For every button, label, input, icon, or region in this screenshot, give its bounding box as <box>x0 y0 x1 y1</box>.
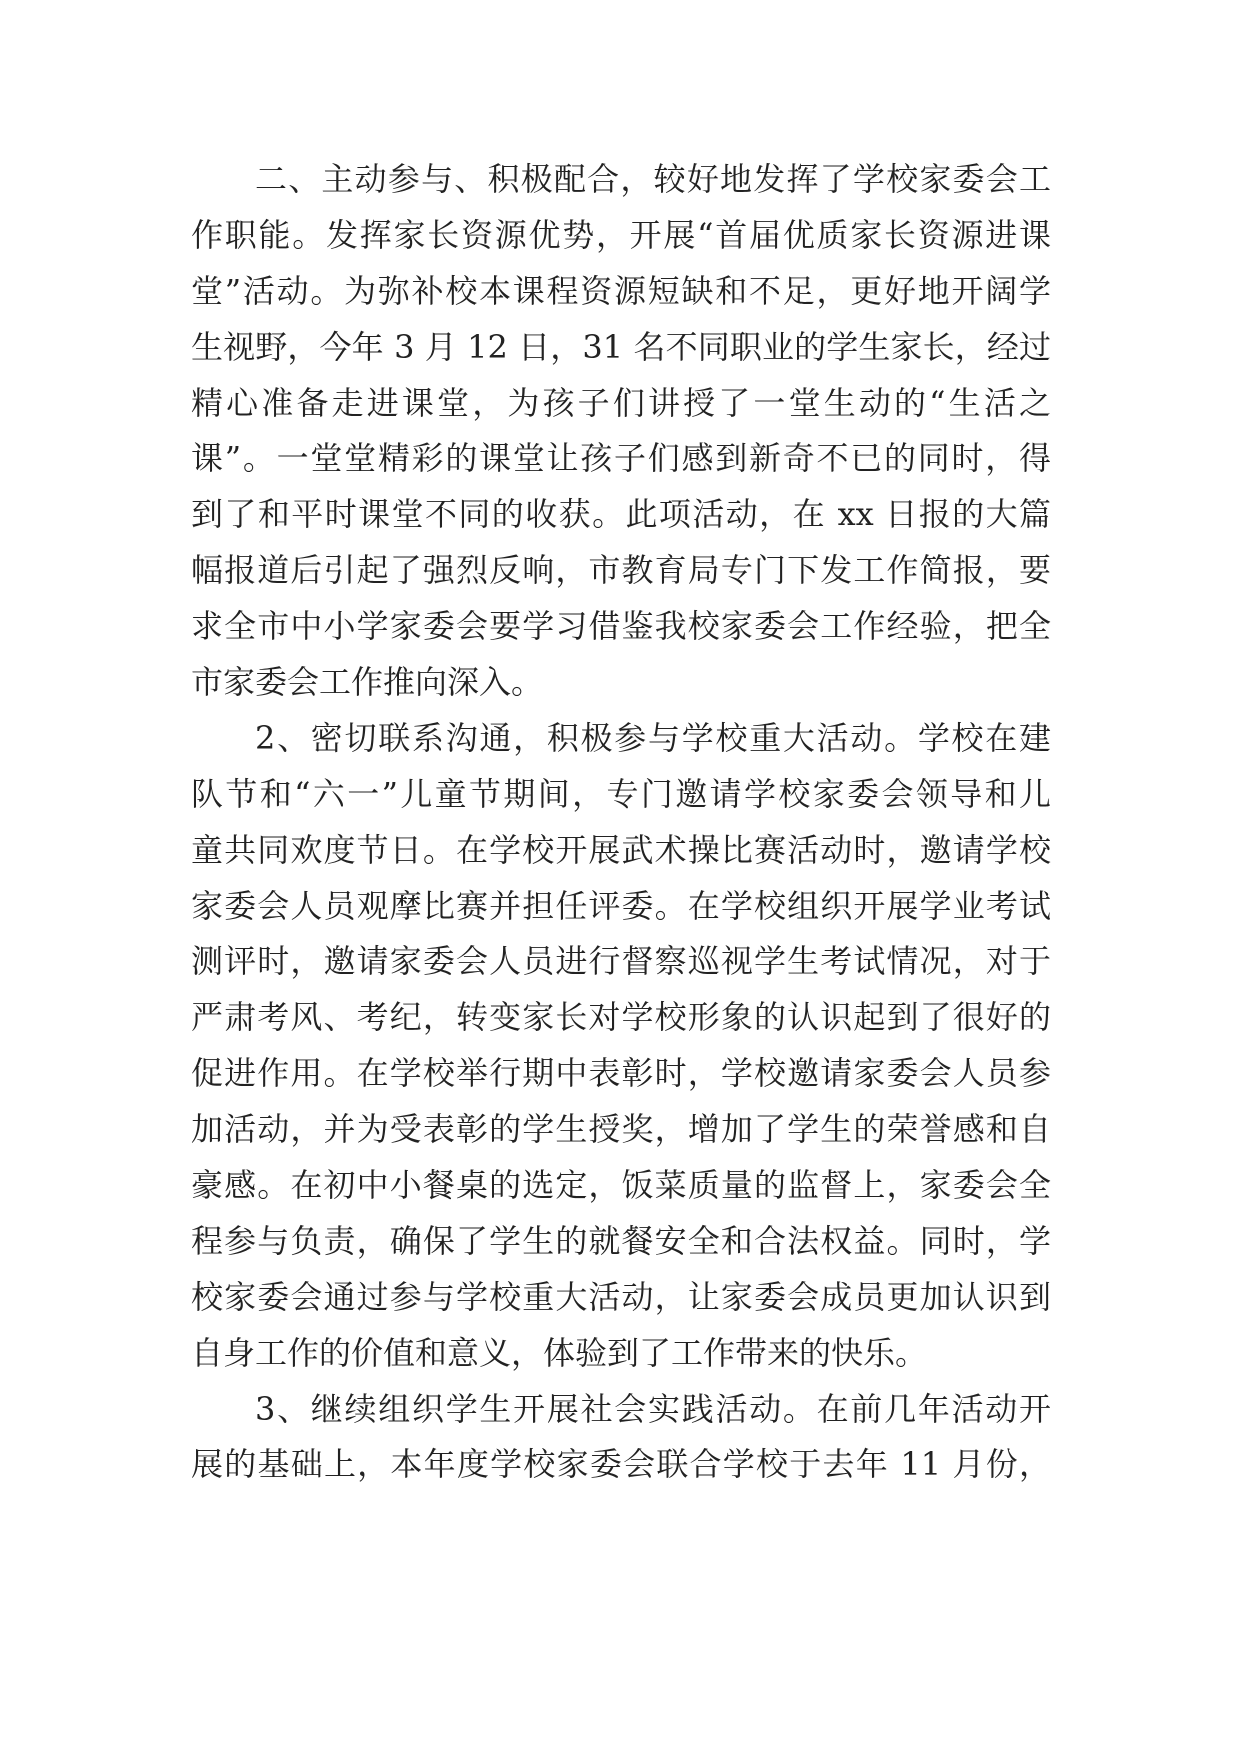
paragraph-2-line-3: 童共同欢度节日。在学校开展武术操比赛活动时，邀请学校 <box>191 830 1051 869</box>
paragraph-3-line-1: 3、继续组织学生开展社会实践活动。在前几年活动开 <box>255 1389 1051 1428</box>
document-body <box>191 152 1051 1493</box>
paragraph-1-line-5: 精心准备走进课堂，为孩子们讲授了一堂生动的“生活之 <box>191 383 1051 422</box>
paragraph-2-line-1: 2、密切联系沟通，积极参与学校重大活动。学校在建 <box>255 718 1051 757</box>
paragraph-2-line-5: 测评时，邀请家委会人员进行督察巡视学生考试情况，对于 <box>191 942 1051 981</box>
paragraph-1-line-10: 市家委会工作推向深入。 <box>191 663 544 702</box>
paragraph-2-line-9: 豪感。在初中小餐桌的选定，饭菜质量的监督上，家委会全 <box>191 1166 1051 1205</box>
paragraph-2-line-11: 校家委会通过参与学校重大活动，让家委会成员更加认识到 <box>191 1277 1051 1316</box>
paragraph-1-line-3: 堂”活动。为弥补校本课程资源短缺和不足，更好地开阔学 <box>191 271 1051 310</box>
paragraph-1-line-1: 二、主动参与、积极配合，较好地发挥了学校家委会工 <box>255 160 1051 198</box>
paragraph-2-line-10: 程参与负责，确保了学生的就餐安全和合法权益。同时，学 <box>191 1221 1051 1260</box>
paragraph-1-line-8: 幅报道后引起了强烈反响，市教育局专门下发工作简报，要 <box>191 551 1051 590</box>
paragraph-1-line-4: 生视野，今年 3 月 12 日，31 名不同职业的学生家长，经过 <box>191 327 1051 366</box>
paragraph-2-line-4: 家委会人员观摩比赛并担任评委。在学校组织开展学业考试 <box>191 886 1051 925</box>
paragraph-1-line-7: 到了和平时课堂不同的收获。此项活动，在 xx 日报的大篇 <box>191 495 1051 534</box>
paragraph-2-line-8: 加活动，并为受表彰的学生授奖，增加了学生的荣誉感和自 <box>191 1110 1051 1149</box>
paragraph-2-line-2: 队节和“六一”儿童节期间，专门邀请学校家委会领导和儿 <box>191 774 1051 813</box>
paragraph-2-line-6: 严肃考风、考纪，转变家长对学校形象的认识起到了很好的 <box>191 998 1051 1037</box>
paragraph-1-line-6: 课”。一堂堂精彩的课堂让孩子们感到新奇不已的同时，得 <box>191 439 1051 478</box>
paragraph-1-line-9: 求全市中小学家委会要学习借鉴我校家委会工作经验，把全 <box>191 607 1051 646</box>
paragraph-1-line-2: 作职能。发挥家长资源优势，开展“首届优质家长资源进课 <box>191 215 1051 254</box>
paragraph-2-line-7: 促进作用。在学校举行期中表彰时，学校邀请家委会人员参 <box>191 1054 1051 1093</box>
paragraph-2-line-12: 自身工作的价值和意义，体验到了工作带来的快乐。 <box>191 1333 928 1372</box>
paragraph-3-line-2: 展的基础上，本年度学校家委会联合学校于去年 11 月份， <box>191 1445 1051 1484</box>
